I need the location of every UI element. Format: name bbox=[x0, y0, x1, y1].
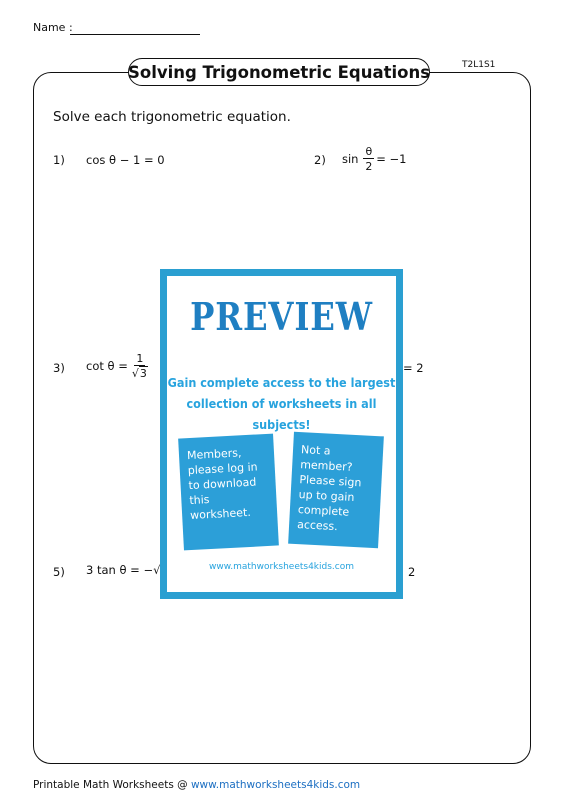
problem-2-equation bbox=[342, 146, 406, 172]
worksheet-code: T2L1S1 bbox=[462, 60, 496, 70]
problem-2-prefix: sin bbox=[342, 152, 359, 166]
preview-title: PREVIEW bbox=[190, 294, 373, 339]
name-line bbox=[70, 34, 200, 35]
footer-link[interactable]: www.mathworksheets4kids.com bbox=[190, 779, 361, 791]
problem-5-prefix: 3 tan θ = − bbox=[86, 563, 154, 577]
footer bbox=[33, 779, 360, 791]
preview-url-link[interactable]: www.mathworksheets4kids.com bbox=[208, 562, 355, 572]
problem-5-number: 5) bbox=[53, 565, 65, 579]
problem-5-equation bbox=[86, 563, 170, 577]
preview-subtitle bbox=[167, 372, 396, 435]
name-label: Name : bbox=[33, 21, 73, 34]
problem-3-prefix: cot θ = bbox=[86, 359, 128, 373]
problem-3-denominator bbox=[132, 366, 148, 379]
problem-2-denominator: 2 bbox=[365, 160, 373, 173]
problem-4-visible-part: = 2 bbox=[403, 361, 424, 375]
problem-2-suffix: = −1 bbox=[376, 152, 407, 166]
footer-prefix: Printable Math Worksheets @ bbox=[33, 779, 191, 791]
title-box bbox=[128, 58, 430, 86]
sqrt-symbol: √ bbox=[153, 563, 161, 577]
problem-2-number: 2) bbox=[314, 153, 326, 167]
problem-1-equation: cos θ − 1 = 0 bbox=[86, 153, 165, 167]
problem-1-number: 1) bbox=[53, 153, 65, 167]
signup-card[interactable]: Not a member? Please sign up to gain complete access. bbox=[288, 432, 384, 549]
problem-3-fraction bbox=[132, 353, 148, 379]
preview-overlay bbox=[160, 269, 403, 599]
problem-6-visible-part: 2 bbox=[408, 565, 416, 579]
instruction: Solve each trigonometric equation. bbox=[53, 109, 291, 125]
preview-subtitle-line-2: collection of worksheets in all subjects! bbox=[186, 396, 377, 432]
problem-3-numerator: 1 bbox=[136, 352, 144, 365]
sqrt-symbol: √ bbox=[131, 367, 139, 380]
members-login-card[interactable]: Members, please log in to download this worksheet. bbox=[178, 434, 279, 551]
preview-subtitle-line-1: Gain complete access to the largest bbox=[167, 375, 396, 390]
problem-3-number: 3) bbox=[53, 361, 65, 375]
problem-3-equation bbox=[86, 353, 150, 379]
problem-2-numerator: θ bbox=[365, 145, 373, 158]
problem-3-radicand: 3 bbox=[139, 367, 147, 380]
page-title: Solving Trigonometric Equations bbox=[127, 62, 431, 82]
problem-2-fraction bbox=[363, 146, 374, 172]
